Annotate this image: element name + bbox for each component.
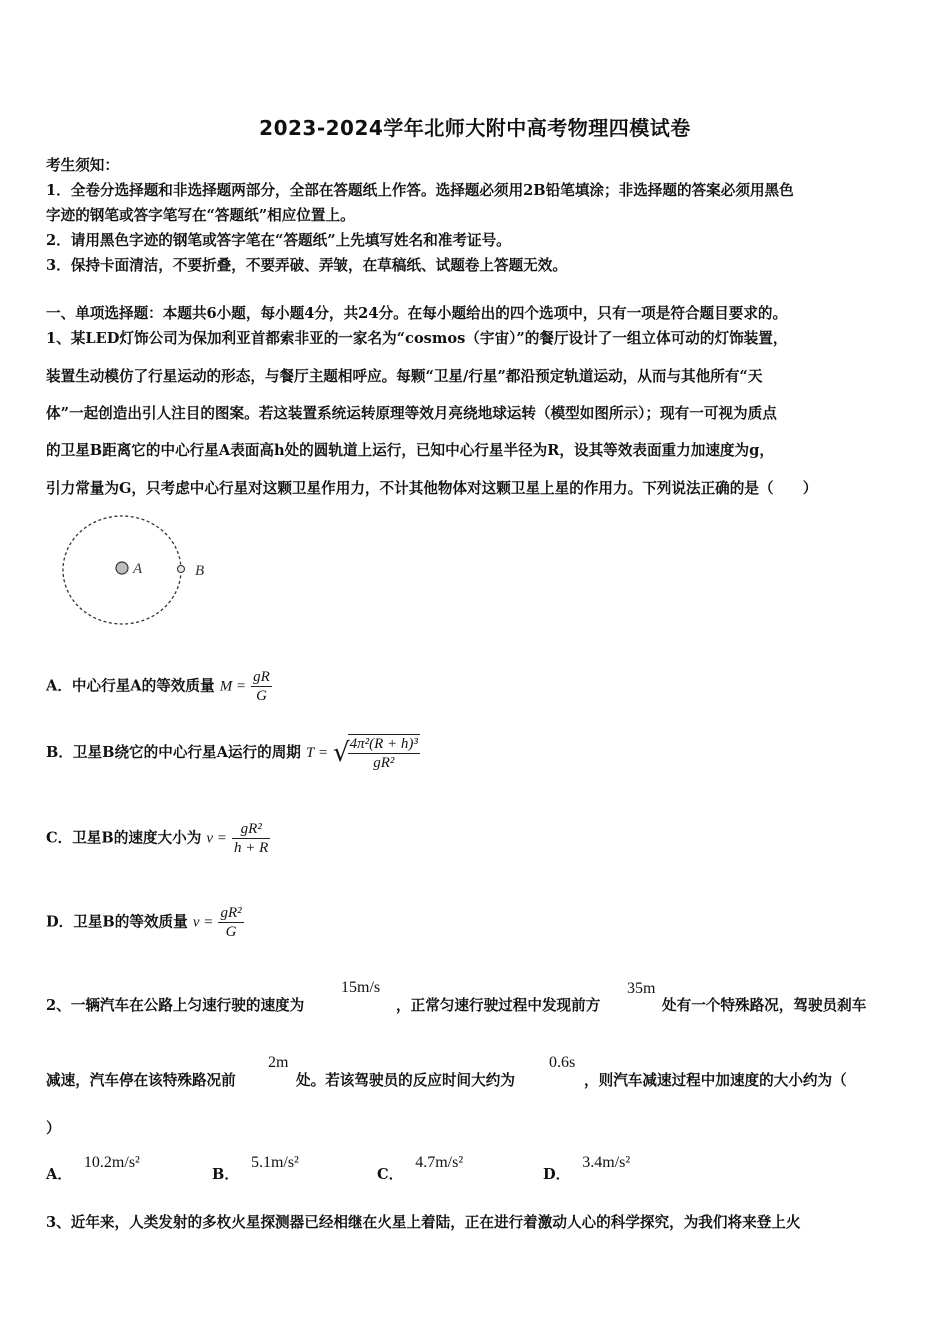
q1-line: 体”一起创造出引人注目的图案。若这装置系统运转原理等效月亮绕地球运转（模型如图所示）；现有一可视为质点: [46, 405, 777, 422]
q1-option-d: [46, 904, 244, 941]
q2-stop-distance: 2m: [268, 1054, 289, 1071]
option-text: B．卫星B绕它的中心行星A运行的周期: [46, 744, 301, 761]
option-label: A．: [46, 1166, 72, 1183]
numerator: gR²: [220, 905, 242, 921]
q1-line: 引力常量为G，只考虑中心行星对这颗卫星作用力，不计其他物体对这颗卫星上星的作用力。下列说法正确的是（ ）: [46, 480, 818, 497]
label-a: A: [133, 561, 143, 577]
denominator: gR²: [348, 753, 420, 772]
option-label: B．: [212, 1166, 239, 1183]
numerator: 4π²(R + h)³: [349, 736, 418, 752]
option-text: A．中心行星A的等效质量: [46, 677, 215, 695]
q2-option-d: [543, 1154, 631, 1184]
q2-text: 处有一个特殊路况，驾驶员刹车: [662, 997, 867, 1014]
option-value: 5.1m/s²: [250, 1154, 299, 1171]
q2-option-a: [46, 1154, 140, 1184]
option-value: 3.4m/s²: [582, 1154, 631, 1171]
denominator: G: [218, 922, 243, 941]
option-text: C．卫星B的速度大小为: [46, 829, 202, 847]
formula-fraction: [251, 668, 272, 705]
q2-text: ）: [46, 1120, 61, 1137]
q2-distance: 35m: [627, 980, 656, 997]
sqrt-icon: √: [333, 738, 350, 768]
option-value: 4.7m/s²: [415, 1154, 464, 1171]
formula-fraction: [232, 820, 270, 857]
q1-line: 装置生动模仿了行星运动的形态，与餐厅主题相呼应。每颗“卫星/行星”都沿预定轨道运动，从而与其他所有“天: [46, 368, 763, 385]
q2-text: ，正常匀速行驶过程中发现前方: [396, 997, 601, 1014]
q2-option-c: [377, 1154, 464, 1184]
q3-line: 3、近年来，人类发射的多枚火星探测器已经相继在火星上着陆，正在进行着激动人心的科学探究，为我们将来登上火: [46, 1214, 801, 1231]
planet-a: [116, 562, 128, 574]
q2-text: 处。若该驾驶员的反应时间大约为: [296, 1072, 515, 1089]
formula-fraction: [218, 904, 243, 941]
option-label: D．: [543, 1166, 571, 1183]
q2-text: 2、一辆汽车在公路上匀速行驶的速度为: [46, 997, 305, 1014]
section-heading: 一、单项选择题：本题共6小题，每小题4分，共24分。在每小题给出的四个选项中，只有一项是符合题目要求的。: [46, 305, 788, 322]
notice-line: 字迹的钢笔或答字笔写在“答题纸”相应位置上。: [46, 207, 355, 224]
q1-option-b: [46, 734, 420, 772]
q1-option-a: [46, 668, 272, 705]
q1-line: 的卫星B距离它的中心行星A表面高h处的圆轨道上运行，已知中心行星半径为R，设其等效表面重力加速度为g，: [46, 442, 774, 459]
denominator: h + R: [234, 840, 269, 856]
page-title: 2023-2024学年北师大附中高考物理四模试卷: [259, 116, 691, 140]
option-text: D．卫星B的等效质量: [46, 913, 188, 931]
formula-lhs: M =: [219, 678, 247, 695]
satellite-b: [178, 566, 185, 573]
numerator: gR²: [240, 821, 262, 837]
orbit-figure: [55, 512, 225, 632]
q2-reaction-time: 0.6s: [549, 1054, 576, 1071]
label-b: B: [195, 563, 205, 579]
formula-lhs: v =: [206, 830, 227, 847]
notice-heading: 考生须知：: [46, 157, 119, 174]
q2-option-b: [212, 1154, 299, 1184]
denominator: G: [251, 686, 272, 705]
option-value: 10.2m/s²: [83, 1154, 140, 1171]
notice-line: 3．保持卡面清洁，不要折叠，不要弄破、弄皱，在草稿纸、试题卷上答题无效。: [46, 257, 567, 274]
formula-fraction: [348, 734, 420, 772]
formula-lhs: T =: [306, 745, 328, 761]
q1-line: 1、某LED灯饰公司为保加利亚首都索非亚的一家名为“cosmos（宇宙）”的餐厅设计了一组立体可动的灯饰装置，: [46, 330, 788, 347]
q2-text: 减速，汽车停在该特殊路况前: [46, 1072, 236, 1089]
q2-text: ，则汽车减速过程中加速度的大小约为（: [584, 1072, 847, 1089]
notice-line: 1．全卷分选择题和非选择题两部分，全部在答题纸上作答。选择题必须用2B铅笔填涂；非选择题的答案必须用黑色: [46, 182, 794, 199]
formula-lhs: v =: [192, 914, 214, 931]
numerator: gR: [253, 669, 270, 685]
notice-line: 2．请用黑色字迹的钢笔或答字笔在“答题纸”上先填写姓名和准考证号。: [46, 232, 511, 249]
q2-speed: 15m/s: [341, 979, 381, 996]
option-label: C．: [377, 1166, 404, 1183]
q1-option-c: [46, 820, 270, 857]
